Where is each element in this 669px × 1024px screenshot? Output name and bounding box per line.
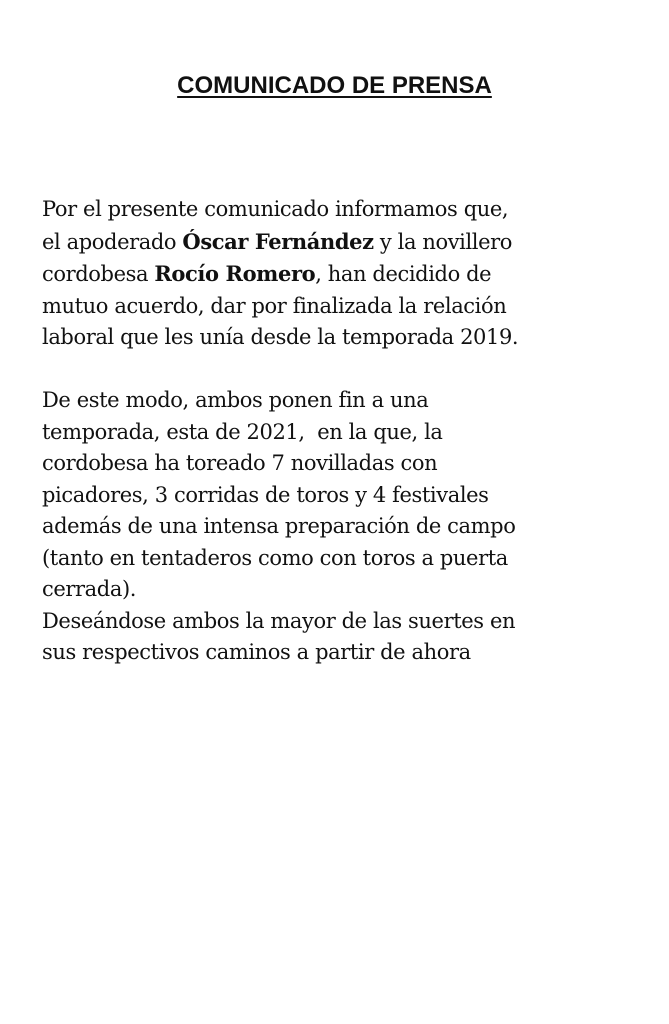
text-line: picadores, 3 corridas de toros y 4 festivales [42, 482, 489, 507]
text-line: De este modo, ambos ponen fin a una [42, 388, 429, 412]
text-line: Deseándose ambos la mayor de las suertes en [42, 608, 516, 633]
text-line: sus respectivos caminos a partir de ahora [42, 640, 471, 664]
text-segment: y la novillero [373, 229, 513, 254]
paragraph-farewell [42, 606, 642, 669]
text-line: temporada, esta de 2021, en la que, la [42, 419, 443, 444]
agent-name: Óscar Fernández [182, 228, 374, 254]
bullfighter-name: Rocío Romero [154, 261, 316, 286]
text-line: cerrada). [42, 577, 137, 601]
text-segment: el apoderado [42, 229, 183, 254]
paragraph-season-summary [42, 385, 642, 606]
text-line [42, 258, 642, 291]
text-line: (tanto en tentaderos como con toros a puerta [42, 545, 508, 570]
text-line: laboral que les unía desde la temporada 2019. [42, 325, 519, 349]
press-release-title [0, 70, 669, 102]
text-line [42, 226, 642, 259]
press-release-body [42, 194, 642, 669]
text-segment: cordobesa [42, 262, 155, 286]
text-line: además de una intensa preparación de campo [42, 514, 516, 538]
paragraph-announcement [42, 194, 642, 354]
title-text: COMUNICADO DE PRENSA [177, 72, 492, 99]
text-line: cordobesa ha toreado 7 novilladas con [42, 451, 438, 475]
text-line: mutuo acuerdo, dar por finalizada la relación [42, 293, 507, 318]
text-line: Por el presente comunicado informamos que, [42, 197, 509, 221]
text-segment: , han decidido de [315, 262, 492, 286]
